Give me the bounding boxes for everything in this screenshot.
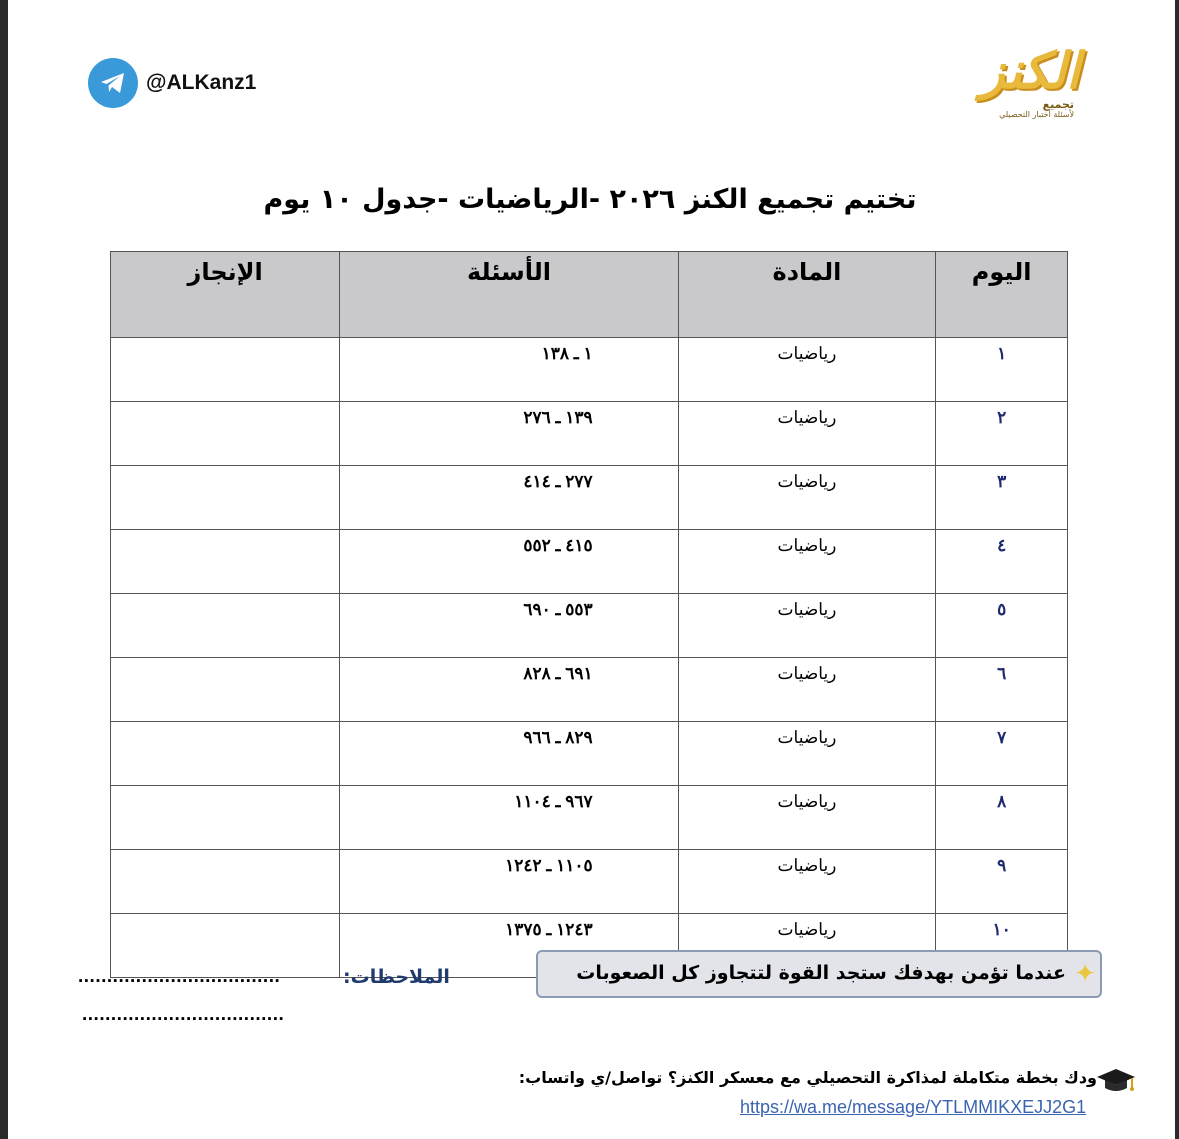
- telegram-icon[interactable]: [88, 58, 138, 108]
- subject-cell: رياضيات: [678, 402, 936, 466]
- questions-range: ١٢٤٣ ـ ١٣٧٥: [505, 920, 593, 939]
- logo-word: الكنز: [980, 41, 1080, 100]
- subject-cell: رياضيات: [678, 850, 936, 914]
- day-cell: ١: [936, 338, 1068, 402]
- table-row: [111, 722, 1068, 786]
- table-row: [111, 850, 1068, 914]
- alkanz-logo: [938, 40, 1088, 122]
- right-edge: [1175, 0, 1179, 1139]
- table-row: [111, 338, 1068, 402]
- page-title: تختيم تجميع الكنز ٢٠٢٦ -الرياضيات -جدول ١٠ يوم: [263, 184, 917, 215]
- achievement-cell: [111, 850, 340, 914]
- table-row: [111, 786, 1068, 850]
- questions-range: ٩٦٧ ـ ١١٠٤: [514, 792, 593, 811]
- questions-range: ٢٧٧ ـ ٤١٤: [523, 472, 593, 491]
- day-cell: ٨: [936, 786, 1068, 850]
- questions-cell: [340, 594, 678, 658]
- questions-range: ١ ـ ١٣٨: [541, 344, 593, 363]
- table-header-row: [111, 252, 1068, 338]
- day-cell: ٥: [936, 594, 1068, 658]
- subject-cell: رياضيات: [678, 786, 936, 850]
- day-cell: ٧: [936, 722, 1068, 786]
- day-cell: ٣: [936, 466, 1068, 530]
- achievement-cell: [111, 658, 340, 722]
- notes-line-1: ...................................: [78, 966, 281, 987]
- telegram-handle[interactable]: @ALKanz1: [146, 71, 257, 94]
- left-edge: [0, 0, 8, 1139]
- achievement-cell: [111, 466, 340, 530]
- questions-cell: [340, 338, 678, 402]
- questions-range: ١٣٩ ـ ٢٧٦: [523, 408, 593, 427]
- motivation-quote-box: [536, 950, 1102, 998]
- questions-range: ٤١٥ ـ ٥٥٢: [523, 536, 593, 555]
- achievement-cell: [111, 594, 340, 658]
- table-row: [111, 594, 1068, 658]
- column-header-achievement: الإنجاز: [111, 252, 340, 338]
- questions-cell: [340, 786, 678, 850]
- subject-cell: رياضيات: [678, 914, 936, 978]
- questions-cell: [340, 850, 678, 914]
- subject-cell: رياضيات: [678, 594, 936, 658]
- motivation-quote-text: عندما تؤمن بهدفك ستجد القوة لتتجاوز كل الصعوبات: [576, 962, 1066, 984]
- subject-cell: رياضيات: [678, 466, 936, 530]
- graduation-cap-icon: [1096, 1066, 1136, 1096]
- subject-cell: رياضيات: [678, 658, 936, 722]
- table-row: [111, 658, 1068, 722]
- logo-subtitle: تجميع: [1042, 98, 1074, 111]
- achievement-cell: [111, 402, 340, 466]
- subject-cell: رياضيات: [678, 722, 936, 786]
- column-header-day: اليوم: [936, 252, 1068, 338]
- column-header-subject: المادة: [678, 252, 936, 338]
- achievement-cell: [111, 338, 340, 402]
- achievement-cell: [111, 786, 340, 850]
- promo-text: ودك بخطة متكاملة لمذاكرة التحصيلي مع معسكر الكنز؟ تواصل/ي واتساب:: [518, 1068, 1097, 1087]
- table-row: [111, 530, 1068, 594]
- sparkle-icon: ✦: [1074, 959, 1096, 989]
- questions-cell: [340, 530, 678, 594]
- day-cell: ١٠: [936, 914, 1068, 978]
- logo-tagline: لأسئلة اختبار التحصيلي: [999, 110, 1074, 119]
- questions-cell: [340, 402, 678, 466]
- questions-cell: [340, 658, 678, 722]
- day-cell: ٤: [936, 530, 1068, 594]
- achievement-cell: [111, 530, 340, 594]
- table-row: [111, 466, 1068, 530]
- schedule-table: [110, 251, 1068, 978]
- questions-range: ١١٠٥ ـ ١٢٤٢: [505, 856, 593, 875]
- notes-line-2: ...................................: [82, 1004, 285, 1025]
- whatsapp-link[interactable]: https://wa.me/message/YTLMMIKXEJJ2G1: [740, 1097, 1087, 1117]
- questions-range: ٦٩١ ـ ٨٢٨: [523, 664, 593, 683]
- questions-cell: [340, 466, 678, 530]
- questions-cell: [340, 722, 678, 786]
- column-header-questions: الأسئلة: [340, 252, 678, 338]
- questions-range: ٥٥٣ ـ ٦٩٠: [523, 600, 593, 619]
- notes-label: الملاحظات:: [343, 966, 450, 988]
- subject-cell: رياضيات: [678, 530, 936, 594]
- day-cell: ٢: [936, 402, 1068, 466]
- day-cell: ٦: [936, 658, 1068, 722]
- achievement-cell: [111, 722, 340, 786]
- questions-range: ٨٢٩ ـ ٩٦٦: [523, 728, 593, 747]
- table-row: [111, 402, 1068, 466]
- subject-cell: رياضيات: [678, 338, 936, 402]
- day-cell: ٩: [936, 850, 1068, 914]
